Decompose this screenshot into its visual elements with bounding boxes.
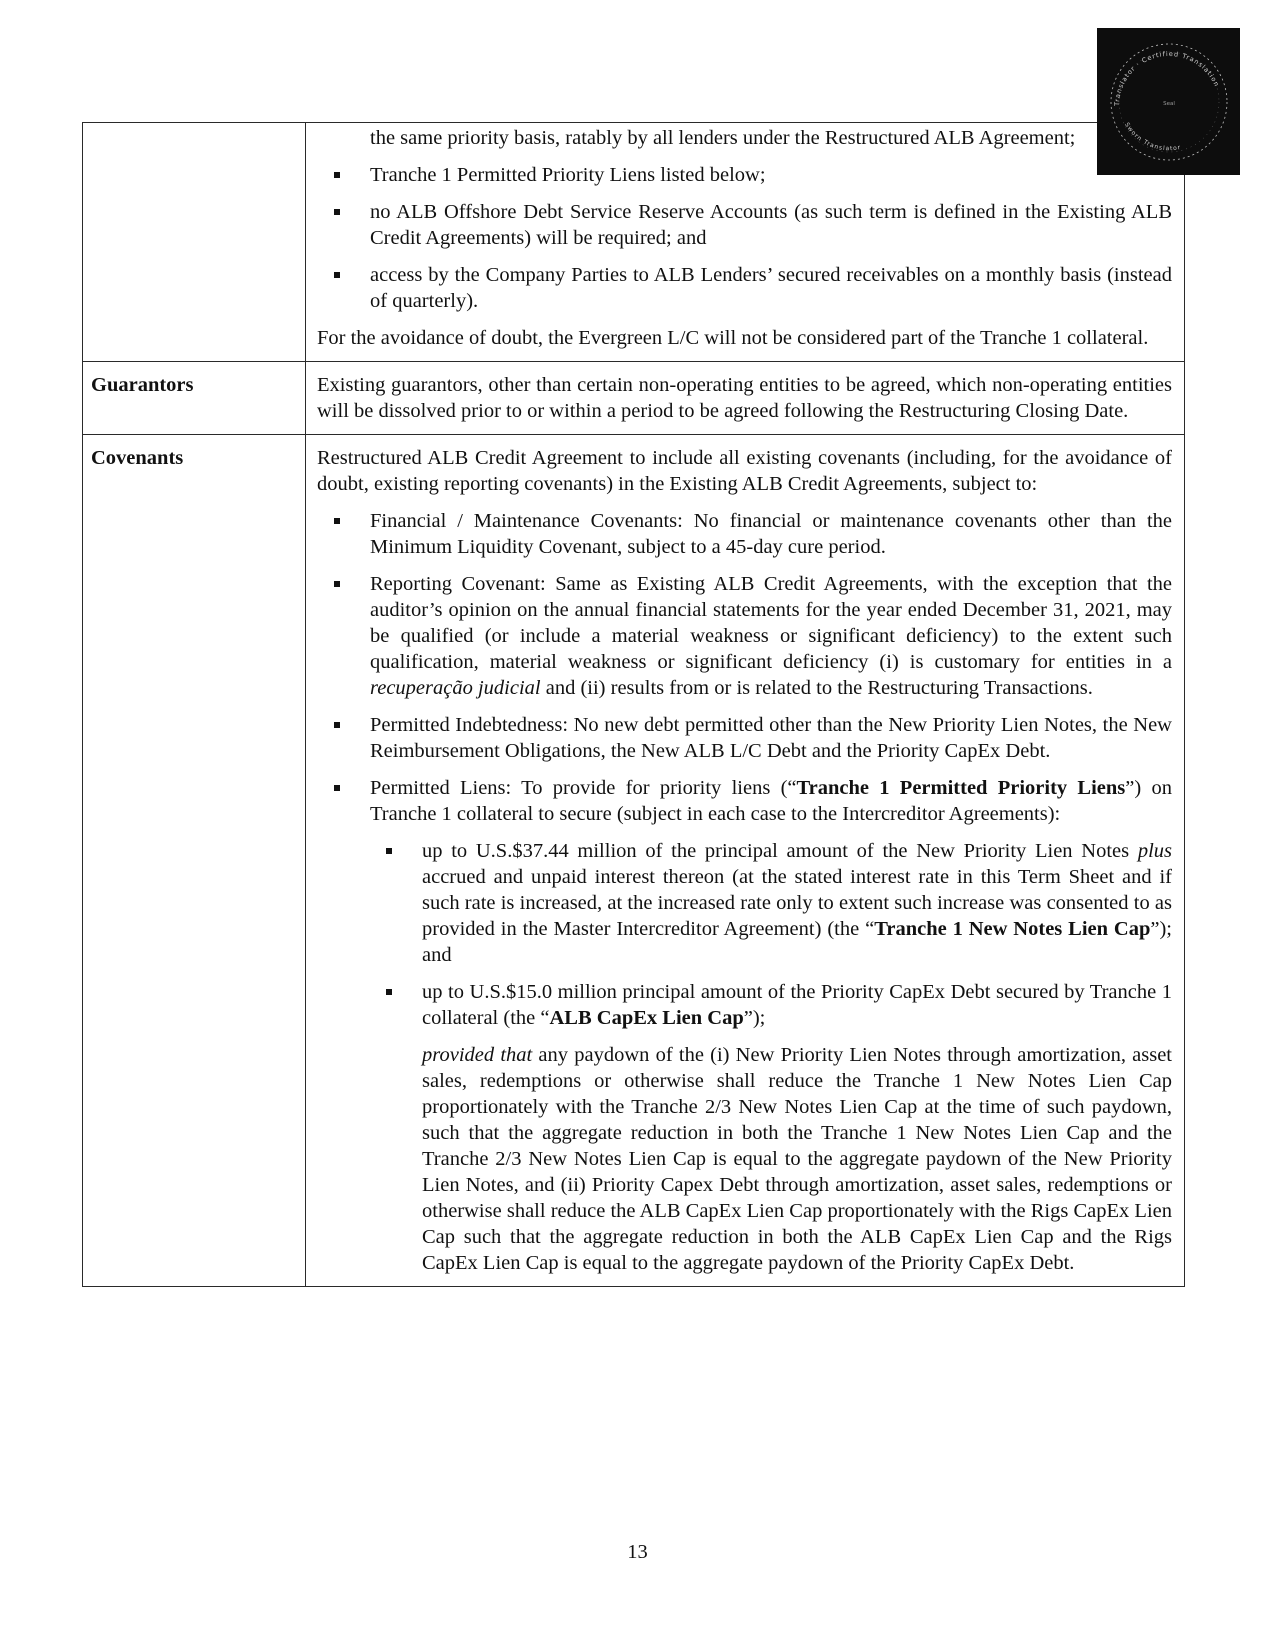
bullet-item <box>317 712 1172 764</box>
row-content <box>306 123 1185 362</box>
seal-top-text: Translator · Certified Translation <box>1112 49 1221 107</box>
svg-text:Sworn Translator <box>1123 121 1182 152</box>
text-run: Financial / Maintenance Covenants: No financial or maintenance covenants other than the Minimum Liquidity Covenant, subject to a 45-day cure period. <box>370 510 1172 558</box>
page-number: 13 <box>627 1541 648 1563</box>
translator-seal <box>1097 28 1240 175</box>
svg-text:Translator · Certified Transla <box>1113 50 1221 107</box>
text-run: access by the Company Parties to ALB Lenders’ secured receivables on a monthly basis (instead of quarterly). <box>370 264 1172 312</box>
defined-term: ALB CapEx Lien Cap <box>549 1007 744 1029</box>
text-run: and (ii) results from or is related to the Restructuring Transactions. <box>540 677 1093 699</box>
italic-term: plus <box>1137 840 1172 862</box>
bullet-item <box>317 979 1172 1031</box>
text-run: ”) on Tranche 1 collateral to secure (subject in each case to the Intercreditor Agreements): <box>370 777 1172 825</box>
paragraph <box>317 125 1172 151</box>
seal-center-text: Seal <box>1163 101 1175 107</box>
term-sheet-table <box>82 122 1185 1287</box>
text-run: Existing guarantors, other than certain non-operating entities to be agreed, which non-operating entities will be dissolved prior to or within a period to be agreed following the Restructuring Closing Date. <box>317 374 1172 422</box>
text-run: Permitted Liens: To provide for priority liens (“ <box>370 777 797 799</box>
row-content-guarantors <box>306 362 1185 435</box>
text-run: accrued and unpaid interest thereon (at the stated interest rate in this Term Sheet and if such rate is increased, at the increased rate only to extent such increase was consented to as provided in the Master Intercreditor Agreement) (the “ <box>422 866 1172 940</box>
text-run: the same priority basis, ratably by all lenders under the Restructured ALB Agreement; <box>370 127 1076 149</box>
bullet-item <box>317 775 1172 827</box>
text-run: Restructured ALB Credit Agreement to include all existing covenants (including, for the avoidance of doubt, existing reporting covenants) in the Existing ALB Credit Agreements, subject to: <box>317 447 1172 495</box>
italic-term: recuperação judicial <box>370 677 541 699</box>
paragraph <box>317 325 1172 351</box>
row-content-covenants <box>306 435 1185 1287</box>
seal-stamp-icon <box>1097 28 1240 175</box>
text-run: Reporting Covenant: Same as Existing ALB Credit Agreements, with the exception that the auditor’s opinion on the annual financial statements for the year ended December 31, 2021, may be qualified (or include a material weakness or significant deficiency) to the extent such qualification, material weakness or significant deficiency (i) is customary for entities in a <box>370 573 1172 673</box>
bullet-item <box>317 508 1172 560</box>
text-run: Tranche 1 Permitted Priority Liens listed below; <box>370 164 766 186</box>
row-label-guarantors: Guarantors <box>83 362 306 435</box>
bullet-item <box>317 162 1172 188</box>
bullet-item <box>317 199 1172 251</box>
paragraph <box>317 445 1172 497</box>
bullet-item <box>317 838 1172 968</box>
text-run: For the avoidance of doubt, the Evergreen L/C will not be considered part of the Tranche 1 collateral. <box>317 327 1149 349</box>
row-label <box>83 123 306 362</box>
text-run: Permitted Indebtedness: No new debt permitted other than the New Priority Lien Notes, the New Reimbursement Obligations, the New ALB L/C Debt and the Priority CapEx Debt. <box>370 714 1172 762</box>
bullet-item <box>317 571 1172 701</box>
paragraph <box>317 372 1172 424</box>
table-row-covenants <box>83 435 1185 1287</box>
row-label-covenants: Covenants <box>83 435 306 1287</box>
italic-term: provided that <box>422 1044 533 1066</box>
paragraph <box>317 1042 1172 1276</box>
defined-term: Tranche 1 New Notes Lien Cap <box>874 918 1151 940</box>
seal-bottom-text: Sworn Translator <box>1123 121 1182 153</box>
text-run: ”); and <box>422 918 1172 966</box>
defined-term: Tranche 1 Permitted Priority Liens <box>796 777 1126 799</box>
text-run: up to U.S.$15.0 million principal amount of the Priority CapEx Debt secured by Tranche 1 collateral (the “ <box>422 981 1172 1029</box>
table-row-guarantors <box>83 362 1185 435</box>
table-row <box>83 123 1185 362</box>
text-run: ”); <box>743 1007 766 1029</box>
bullet-item <box>317 262 1172 314</box>
text-run: no ALB Offshore Debt Service Reserve Accounts (as such term is defined in the Existing ALB Credit Agreements) will be required; and <box>370 201 1172 249</box>
text-run: up to U.S.$37.44 million of the principal amount of the New Priority Lien Notes <box>422 840 1138 862</box>
text-run: any paydown of the (i) New Priority Lien Notes through amortization, asset sales, redemptions or otherwise shall reduce the Tranche 1 New Notes Lien Cap proportionately with the Tranche 2/3 New Notes Lien Cap at the time of such paydown, such that the aggregate reduction in both the Tranche 1 New Notes Lien Cap and the Tranche 2/3 New Notes Lien Cap is equal to the aggregate paydown of the New Priority Lien Notes, and (ii) Priority Capex Debt through amortization, asset sales, redemptions or otherwise shall reduce the ALB CapEx Lien Cap proportionately with the Rigs CapEx Lien Cap such that the aggregate reduction in both the ALB CapEx Lien Cap and the Rigs CapEx Lien Cap is equal to the aggregate paydown of the Priority CapEx Debt. <box>422 1044 1172 1274</box>
